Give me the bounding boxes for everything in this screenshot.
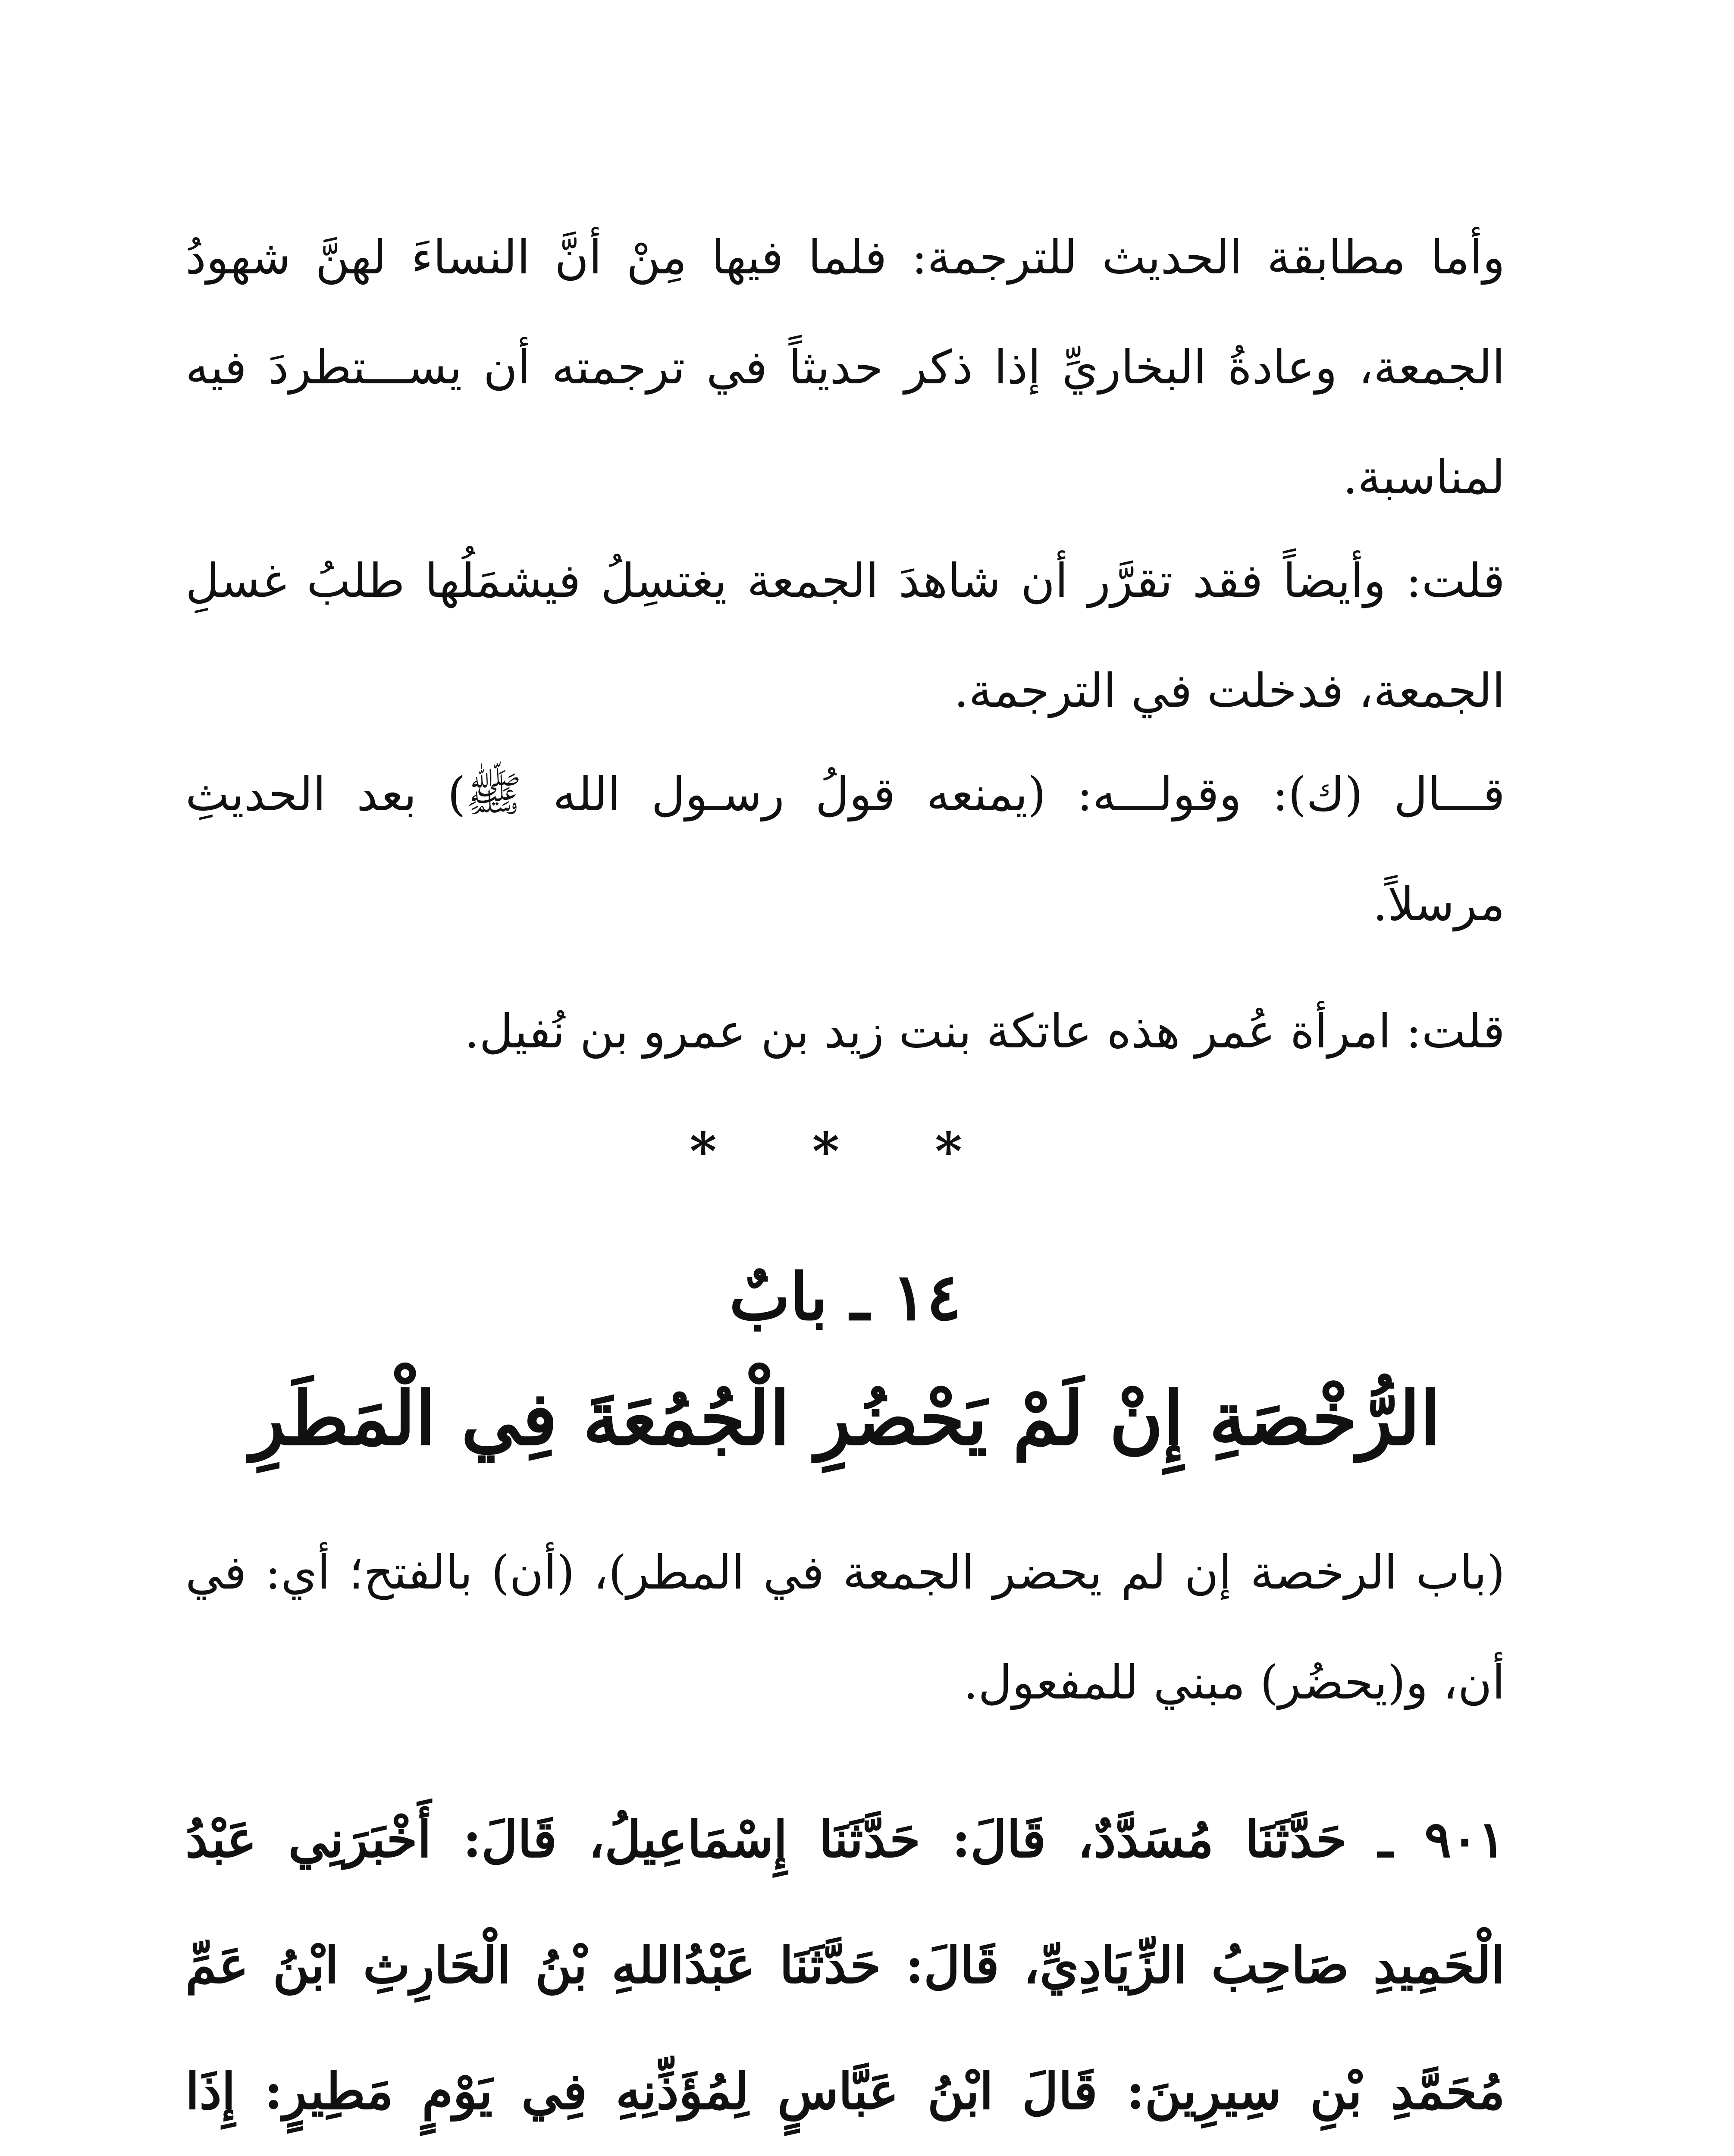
- paragraph-commentary-3: قـــال (ك): وقولـــه: (يمنعه قولُ رسـول الله ﷺ) بعد الحديثِ مرسلاً.: [185, 768, 1505, 931]
- paragraph-commentary-4: قلت: امرأة عُمر هذه عاتكة بنت زيد بن عمرو بن نُفيل.: [464, 1005, 1505, 1059]
- hadith-text: ٩٠١ ـ حَدَّثَنَا مُسَدَّدٌ، قَالَ: حَدَّثَنَا إِسْمَاعِيلُ، قَالَ: أَخْبَرَنِي عَبْدُ الْحَمِيدِ صَاحِبُ الزِّيَادِيِّ، قَالَ: حَدَّثَنَا عَبْدُاللهِ بْنُ الْحَارِثِ ابْنُ عَمِّ مُحَمَّدِ بْنِ سِيرِينَ: قَالَ ابْنُ عَبَّاسٍ لِمُؤَذِّنِهِ فِي يَوْمٍ مَطِيرٍ: إِذَا: [185, 1810, 1505, 2121]
- chapter-title: الرُّخْصَةِ إِنْ لَمْ يَحْضُرِ الْجُمُعَةَ فِي الْمَطَرِ: [250, 1376, 1441, 1462]
- chapter-commentary: (باب الرخصة إن لم يحضر الجمعة في المطر)، (أن) بالفتح؛ أي: في أن، و(يحضُر) مبني للمفعول.: [185, 1546, 1505, 1710]
- paragraph-commentary-2: قلت: وأيضاً فقد تقرَّر أن شاهدَ الجمعة يغتسِلُ فيشمَلُها طلبُ غسلِ الجمعة، فدخلت في الترجمة.: [185, 554, 1505, 718]
- section-separator: * * *: [690, 1121, 1001, 1182]
- paragraph-commentary-1: وأما مطابقة الحديث للترجمة: فلما فيها مِنْ أنَّ النساءَ لهنَّ شهودُ الجمعة، وعادةُ البخاريِّ إذا ذكر حديثاً في ترجمته أن يســـتطردَ فيه لمناسبة.: [185, 231, 1505, 505]
- chapter-number: ١٤ ـ بابٌ: [729, 1259, 962, 1335]
